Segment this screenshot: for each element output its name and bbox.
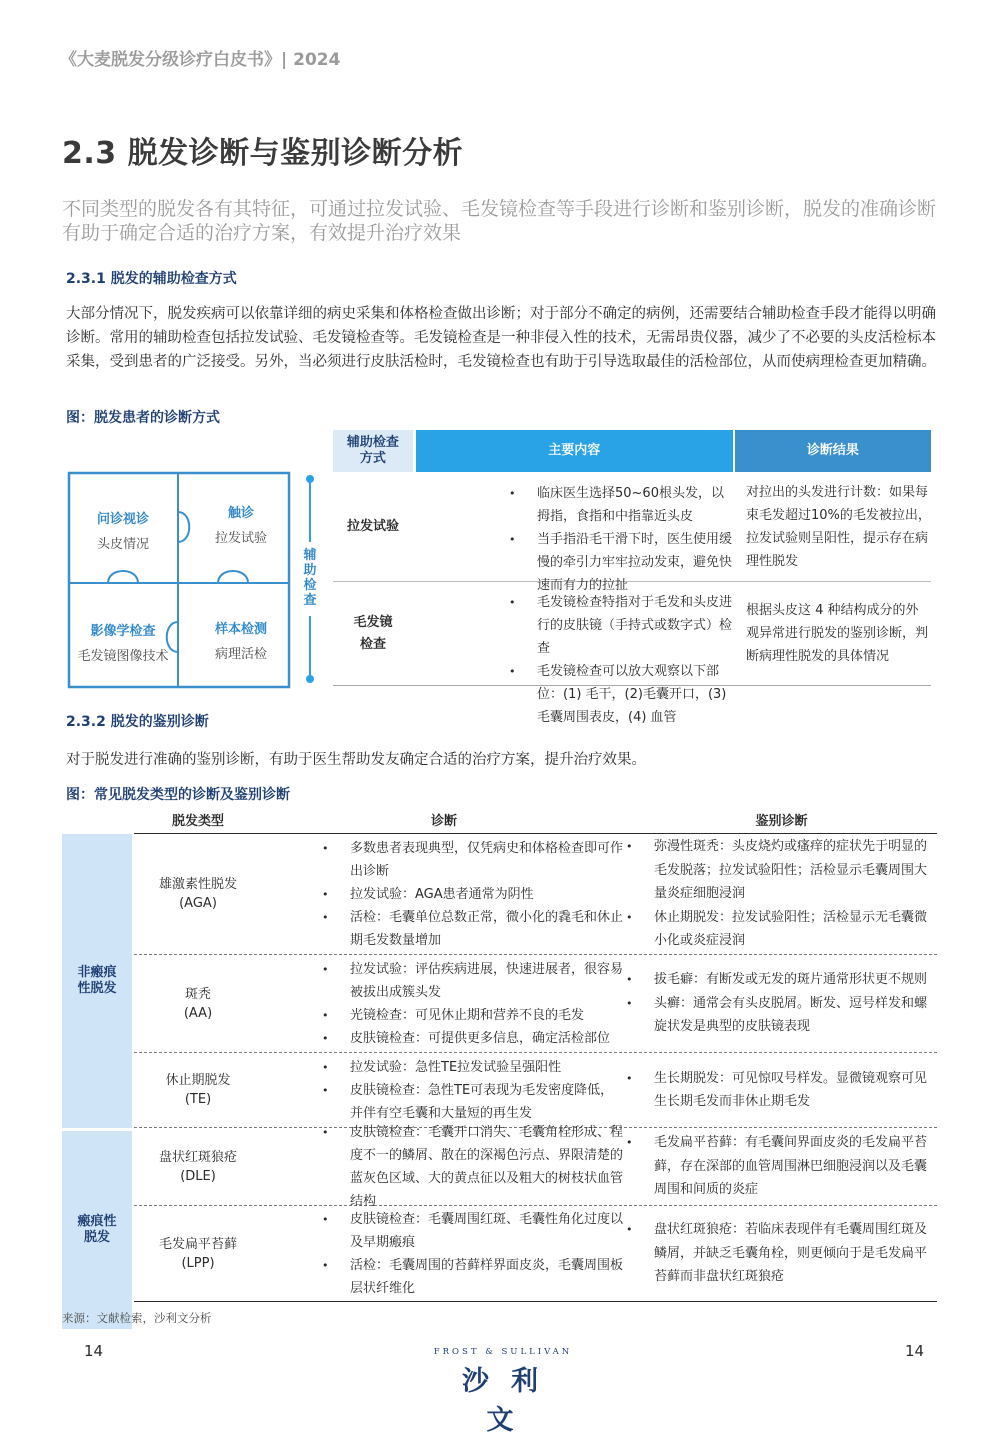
differential-cell <box>626 834 937 954</box>
figure-title-1: 图：脱发患者的诊断方式 <box>66 410 220 426</box>
puzzle-title: 触诊 <box>227 506 254 521</box>
diagnosis-cell <box>262 1124 626 1209</box>
list-item: • 皮肤镜检查：可提供更多信息，确定活检部位 <box>322 1027 626 1050</box>
table-row <box>134 955 937 1053</box>
type-cell <box>134 834 262 954</box>
list-item: • 拉发试验：AGA患者通常为阴性 <box>322 883 626 906</box>
figure-title-2: 图：常见脱发类型的诊断及鉴别诊断 <box>66 787 290 803</box>
puzzle-sub: 毛发镜图像技术 <box>77 649 169 664</box>
diagnosis-cell <box>262 955 626 1052</box>
type-abbr: (AGA) <box>179 896 217 911</box>
type-cell <box>134 1128 262 1205</box>
type-cell <box>134 1053 262 1127</box>
puzzle-title: 影像学检查 <box>90 624 156 639</box>
list-item: • 多数患者表现典型，仅凭病史和体格检查即可作出诊断 <box>322 837 626 883</box>
table-row <box>134 834 937 955</box>
type-name: 休止期脱发 <box>165 1073 231 1088</box>
diagnosis-cell <box>262 1053 626 1127</box>
list-item: • 光镜检查：可见休止期和营养不良的毛发 <box>322 1004 626 1027</box>
list-item: • 活检：毛囊周围的苔藓样界面皮炎，毛囊周围板层状纤维化 <box>322 1254 626 1300</box>
page-number-left: 14 <box>84 1342 104 1360</box>
puzzle-sub: 头皮情况 <box>96 537 149 552</box>
list-item: • 弥漫性斑秃：头皮烧灼或瘙痒的症状先于明显的毛发脱落；拉发试验阳性；活检显示毛囊周围大量炎症细胞浸润 <box>626 835 937 906</box>
type-name: 盘状红斑狼疮 <box>158 1149 237 1165</box>
list-item: • 临床医生选择50~60根头发，以拇指，食指和中指靠近头皮 <box>509 482 734 528</box>
running-header: 《大麦脱发分级诊疗白皮书》| 2024 <box>60 50 341 70</box>
section-intro: 不同类型的脱发各有其特征，可通过拉发试验、毛发镜检查等手段进行诊断和鉴别诊断，脱发的准确诊断有助于确定合适的治疗方案，有效提升治疗效果 <box>62 198 937 244</box>
header-content: 主要内容 <box>416 430 733 472</box>
list-item: • 拉发试验：评估疾病进展，快速进展者，很容易被拔出成簇头发 <box>322 958 626 1004</box>
list-item: • 毛发镜检查可以放大观察以下部位：(1) 毛干，(2)毛囊开口，(3) 毛囊周围表皮，(4) 血管 <box>509 660 734 729</box>
puzzle-title: 问诊视诊 <box>96 512 149 527</box>
differential-cell <box>626 1053 937 1127</box>
subsection-paragraph-2: 对于脱发进行准确的鉴别诊断，有助于医生帮助发友确定合适的治疗方案，提升治疗效果。 <box>66 752 646 768</box>
brand-big: 沙利文 <box>462 1366 560 1436</box>
differential-cell <box>626 1206 937 1301</box>
differential-cell <box>626 955 937 1052</box>
header-diagnosis: 诊断 <box>430 814 457 829</box>
type-name: 雄激素性脱发 <box>158 877 237 892</box>
table-header <box>333 430 931 472</box>
list-item: • 拉发试验：急性TE拉发试验呈强阳性 <box>322 1056 626 1079</box>
table-body <box>62 834 937 1302</box>
puzzle-sub: 病理活检 <box>214 647 267 662</box>
subsection-heading-1: 2.3.1 脱发的辅助检查方式 <box>66 271 237 287</box>
list-item: • 皮肤镜检查：急性TE可表现为毛发密度降低，并伴有空毛囊和大量短的再生发 <box>322 1079 626 1125</box>
table-row <box>134 1053 937 1128</box>
puzzle-piece-palpation <box>186 502 296 546</box>
method-cell: 毛发镜检查 <box>353 614 393 652</box>
subsection-paragraph-1: 大部分情况下，脱发疾病可以依靠详细的病史采集和体格检查做出诊断；对于部分不确定的病例，还需要结合辅助检查手段才能得以明确诊断。常用的辅助检查包括拉发试验、毛发镜检查等。毛发镜检查是一种非侵入性的技术，无需昂贵仪器，减少了不必要的头皮活检标本采集，受到患者的广泛接受。另外，当必须进行皮肤活检时，毛发镜检查也有助于引导选取最佳的活检部位，从而使病理检查更加精确。 <box>66 306 936 370</box>
type-name: 斑秃 <box>184 986 211 1002</box>
type-abbr: (AA) <box>183 1005 213 1021</box>
list-item: • 毛发镜检查特指对于毛发和头皮进行的皮肤镜（手持式或数字式）检查 <box>509 591 734 660</box>
list-item: • 头癣：通常会有头皮脱屑。断发、逗号样发和螺旋状发是典型的皮肤镜表现 <box>626 992 937 1039</box>
header-result: 诊断结果 <box>735 430 931 472</box>
list-item: • 活检：毛囊单位总数正常，微小化的毳毛和休止期毛发数量增加 <box>322 906 626 952</box>
puzzle-piece-sample <box>186 618 296 662</box>
result-cell: 对拉出的头发进行计数：如果每束毛发超过10%的毛发被拉出，拉发试验则呈阳性，提示存在病理性脱发 <box>746 484 931 569</box>
section-title: 2.3 脱发诊断与鉴别诊断分析 <box>62 136 464 171</box>
content-cell <box>413 472 734 593</box>
category-scarring: 瘢痕性脱发 <box>62 1131 132 1329</box>
content-cell <box>413 582 734 725</box>
diagnosis-cell <box>262 1206 626 1301</box>
bracket-label: 辅助检查 <box>303 548 317 608</box>
puzzle-sub: 拉发试验 <box>214 531 267 546</box>
result-cell: 根据头皮这 4 种结构成分的外观异常进行脱发的鉴别诊断，判断病理性脱发的具体情况 <box>746 603 929 664</box>
list-item: • 皮肤镜检查：毛囊周围红斑、毛囊性角化过度以及早期瘢痕 <box>322 1208 626 1254</box>
type-cell <box>134 1206 262 1301</box>
subsection-heading-2: 2.3.2 脱发的鉴别诊断 <box>66 714 209 730</box>
list-item: • 当手指沿毛干滑下时，医生使用缓慢的牵引力牢牢拉动发束，避免快速而有力的拉扯 <box>509 528 734 597</box>
list-item: • 拔毛癖：有断发或无发的斑片通常形状更不规则 <box>626 968 937 992</box>
table-header <box>134 806 937 834</box>
type-abbr: (TE) <box>184 1092 212 1107</box>
type-cell <box>134 955 262 1052</box>
page-number-right: 14 <box>905 1342 925 1360</box>
puzzle-piece-consultation <box>68 508 178 552</box>
auxiliary-exam-table <box>333 430 931 725</box>
brand-logo <box>423 1347 583 1437</box>
diagnosis-puzzle <box>68 472 290 688</box>
header-method: 辅助检查方式 <box>333 430 413 472</box>
list-item: • 生长期脱发：可见惊叹号样发。显微镜观察可见生长期毛发而非休止期毛发 <box>626 1067 937 1114</box>
list-item: • 毛发扁平苔藓：有毛囊间界面皮炎的毛发扁平苔藓，存在深部的血管周围淋巴细胞浸润以及毛囊周围和间质的炎症 <box>626 1131 937 1202</box>
diagnosis-cell <box>262 834 626 954</box>
header-type: 脱发类型 <box>171 814 224 829</box>
puzzle-title: 样本检测 <box>214 622 267 637</box>
header-differential: 鉴别诊断 <box>755 814 808 829</box>
differential-cell <box>626 1128 937 1205</box>
method-cell: 拉发试验 <box>346 518 399 534</box>
list-item: • 休止期脱发：拉发试验阳性；活检显示无毛囊微小化或炎症浸润 <box>626 906 937 953</box>
type-name: 毛发扁平苔藓 <box>158 1236 237 1252</box>
puzzle-piece-imaging <box>68 620 178 664</box>
brand-small: FROST & SULLIVAN <box>433 1347 573 1357</box>
list-item: • 盘状红斑狼疮：若临床表现伴有毛囊周围红斑及鳞屑，并缺乏毛囊角栓，则更倾向于是毛发扁平苔藓而非盘状红斑狼疮 <box>626 1218 937 1289</box>
differential-diagnosis-table <box>62 806 937 1302</box>
category-non-scarring: 非瘢痕性脱发 <box>62 834 132 1128</box>
table-row <box>333 582 931 725</box>
type-abbr: (LPP) <box>181 1255 215 1271</box>
table-row <box>134 1206 937 1302</box>
list-item: • 皮肤镜检查：毛囊开口消失、毛囊角栓形成、程度不一的鳞屑、散在的深褐色污点、界限清楚的蓝灰色区域、大的黄点征以及粗大的树枝状血管结构 <box>322 1121 626 1213</box>
table-row <box>134 1124 937 1209</box>
type-abbr: (DLE) <box>180 1168 216 1184</box>
table-row <box>333 472 931 593</box>
source-note: 来源：文献检索，沙利文分析 <box>62 1311 212 1325</box>
